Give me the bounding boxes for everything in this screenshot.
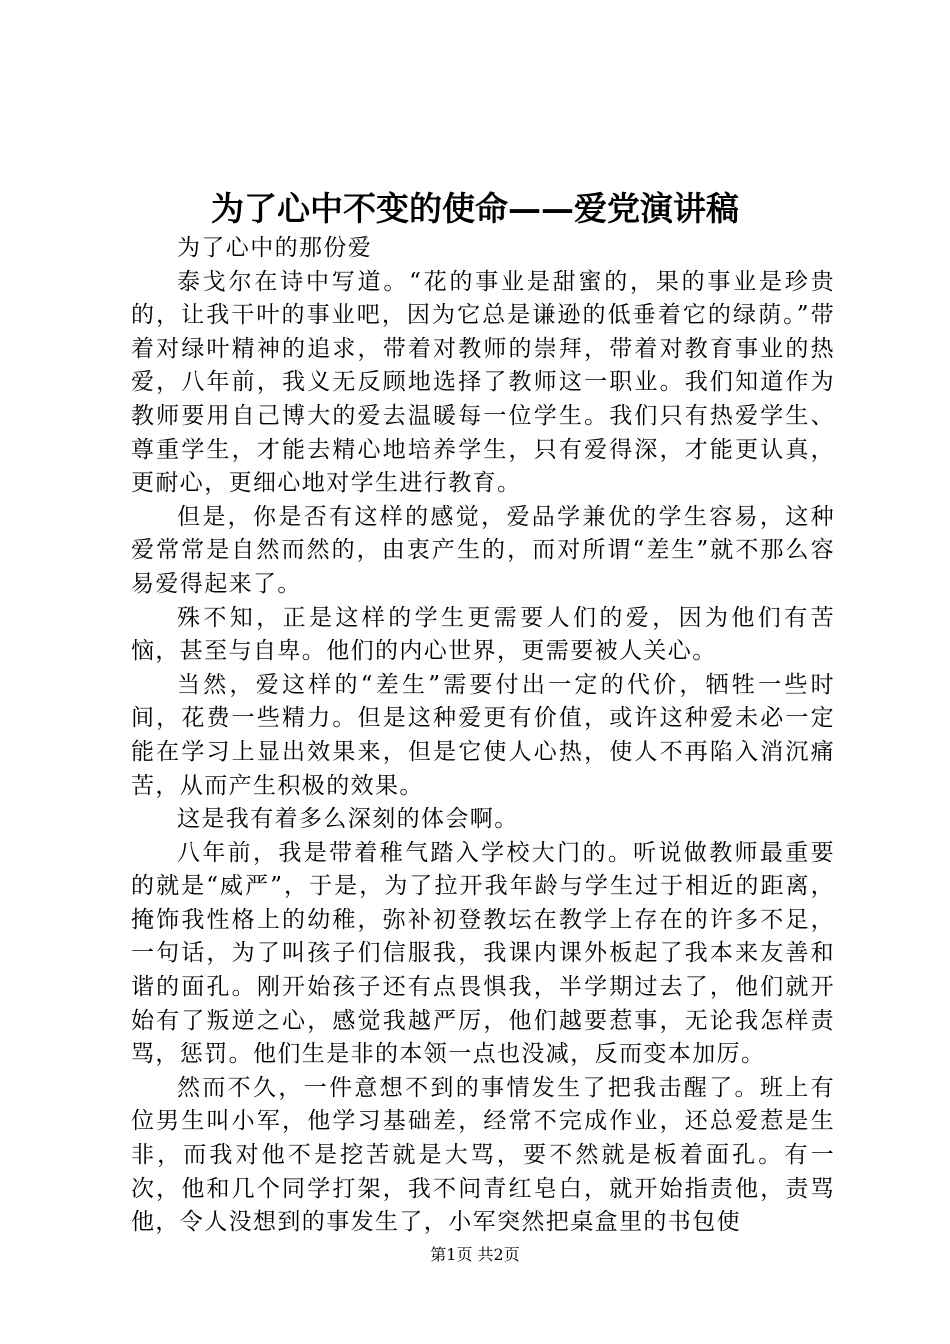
body-paragraph: 这是我有着多么深刻的体会啊。 bbox=[177, 806, 519, 833]
body-paragraph: 殊不知，正是这样的学生更需要人们的爱，因为他们有苦恼，甚至与自卑。他们的内心世界，更需要被人关心。 bbox=[131, 604, 835, 665]
document-title: 为了心中不变的使命——爱党演讲稿 bbox=[211, 189, 739, 228]
document-body bbox=[131, 232, 835, 1240]
body-paragraph: 八年前，我是带着稚气踏入学校大门的。听说做教师最重要的就是“威严”，于是，为了拉开我年龄与学生过于相近的距离，掩饰我性格上的幼稚，弥补初登教坛在教学上存在的许多不足，一句话，为了叫孩子们信服我，我课内课外板起了我本来友善和谐的面孔。刚开始孩子还有点畏惧我，半学期过去了，他们就开始有了叛逆之心，感觉我越严厉，他们越要惹事，无论我怎样责骂，惩罚。他们生是非的本领一点也没减，反而变本加厉。 bbox=[131, 839, 835, 1068]
body-paragraph: 为了心中的那份爱 bbox=[177, 235, 373, 261]
body-paragraph: 当然，爱这样的“差生”需要付出一定的代价，牺牲一些时间，花费一些精力。但是这种爱更有价值，或许这种爱未必一定能在学习上显出效果来，但是它使人心热，使人不再陷入消沉痛苦，从而产生积极的效果。 bbox=[131, 671, 835, 799]
page-number-footer: 第1页 共2页 bbox=[430, 1245, 520, 1264]
body-paragraph: 泰戈尔在诗中写道。“花的事业是甜蜜的，果的事业是珍贵的，让我干叶的事业吧，因为它总是谦逊的低垂着它的绿荫。”带着对绿叶精神的追求，带着对教师的崇拜，带着对教育事业的热爱，八年前，我义无反顾地选择了教师这一职业。我们知道作为教师要用自己博大的爱去温暖每一位学生。我们只有热爱学生、尊重学生，才能去精心地培养学生，只有爱得深，才能更认真，更耐心，更细心地对学生进行教育。 bbox=[131, 268, 835, 497]
body-paragraph: 但是，你是否有这样的感觉，爱品学兼优的学生容易，这种爱常常是自然而然的，由衷产生的，而对所谓“差生”就不那么容易爱得起来了。 bbox=[131, 503, 835, 597]
body-paragraph: 然而不久，一件意想不到的事情发生了把我击醒了。班上有位男生叫小军，他学习基础差，经常不完成作业，还总爱惹是生非，而我对他不是挖苦就是大骂，要不然就是板着面孔。有一次，他和几个同学打架，我不问青红皂白，就开始指责他，责骂他，令人没想到的事发生了，小军突然把桌盒里的书包使 bbox=[131, 1074, 835, 1236]
